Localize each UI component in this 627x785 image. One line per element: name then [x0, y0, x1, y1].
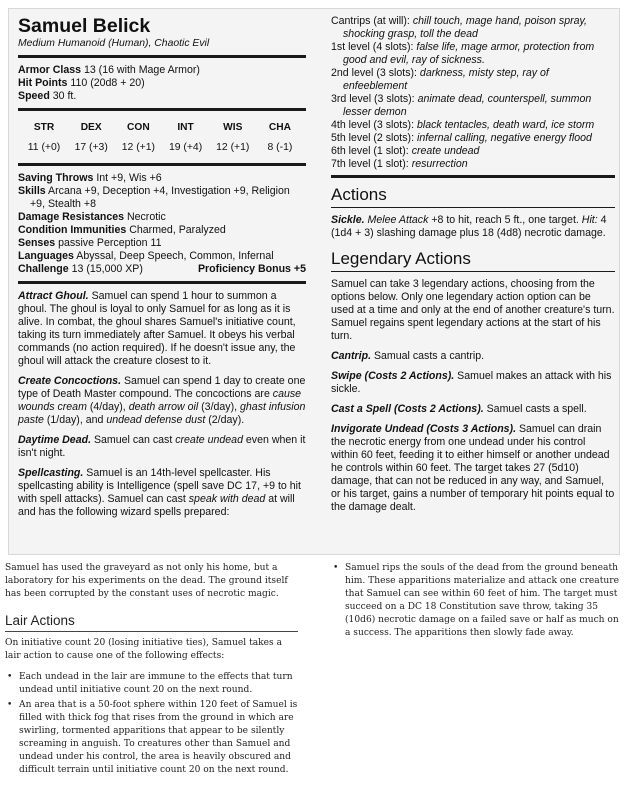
languages: Languages Abyssal, Deep Speech, Common, Infernal	[18, 250, 274, 262]
feature-spellcasting: Spellcasting. Samuel is an 14th-level spellcaster. His spellcasting ability is Intelligence (spell save DC 17, +9 to hit with spell attacks). Samuel can cast speak with dead at will and has the following wizard spells prepared:	[18, 467, 301, 518]
divider	[18, 55, 306, 58]
action-sickle: Sickle. Melee Attack +8 to hit, reach 5 ft., one target. Hit: 4 (1d4 + 3) slashing damage plus 18 (4d8) necrotic damage.	[331, 214, 607, 239]
damage-resistances: Damage Resistances Necrotic	[18, 211, 166, 223]
feature-create-concoctions: Create Concoctions. Samuel can spend 1 day to create one type of Death Master compound. The concoctions are cause wounds cream (4/day), death arrow oil (3/day), ghast infusion paste (1/day), and undead defense dust (2/day).	[18, 375, 306, 426]
lair-action-list	[331, 562, 621, 640]
divider	[18, 281, 306, 284]
section-divider	[331, 271, 615, 272]
ability-scores	[18, 113, 306, 161]
lair-action-list	[5, 671, 298, 777]
legendary-cantrip: Cantrip. Samual casts a cantrip.	[331, 350, 485, 362]
legendary-swipe: Swipe (Costs 2 Actions). Samuel makes an attack with his sickle.	[331, 370, 612, 395]
ability-dex: DEX 17 (+3)	[74, 122, 108, 153]
lair-actions-heading: Lair Actions	[5, 613, 75, 628]
list-item: • Each undead in the lair are immune to the effects that turn undead until initiative count 20 on the next round.	[5, 671, 298, 697]
ability-wis: WIS 12 (+1)	[216, 122, 250, 153]
ability-cha: CHA 8 (-1)	[267, 122, 293, 153]
legendary-intro: Samuel can take 3 legendary actions, choosing from the options below. Only one legendary action option can be used at a time and only at the end of another creature's turn. Samuel regains spent legendary actions at the start of his turn.	[331, 278, 615, 342]
list-item: • Samuel rips the souls of the dead from the ground beneath him. These apparitions materialize and attack one creature that Samuel can see within 60 feet of him. The target must succeed on a DC 18 Constitution save throw, taking 35 (10d6) necrotic damage on a failed save or half as much on a success. The apparitions then slowly fade away.	[331, 562, 621, 640]
feature-attract-ghoul: Attract Ghoul. Samuel can spend 1 hour to summon a ghoul. The ghoul is loyal to only Samuel for as long as it is alive. In combat, the ghoul shares Samuel's initiative count, taking its turn immediately after Samuel. It obeys his verbal commands (no action required). If he doesn't issue any, the ghoul will attack the creature closest to it.	[18, 290, 296, 367]
feature-daytime-dead: Daytime Dead. Samuel can cast create undead even when it isn't night.	[18, 434, 306, 459]
creature-name: Samuel Belick	[18, 15, 151, 37]
actions-heading: Actions	[331, 185, 387, 204]
senses: Senses passive Perception 11	[18, 237, 162, 249]
lair-intro: Samuel has used the graveyard as not only his home, but a laboratory for his experiments on the dead. The ground itself has been corrupted by the constant uses of necrotic magic.	[5, 563, 288, 599]
ability-int: INT 19 (+4)	[168, 122, 203, 153]
spell-row: 3rd level (3 slots): animate dead, counterspell, summon lesser demon	[331, 93, 592, 118]
ability-con: CON 12 (+1)	[121, 122, 155, 153]
spell-row: 6th level (1 slot): create undead	[331, 145, 480, 157]
divider	[331, 175, 615, 178]
legendary-cast-spell: Cast a Spell (Costs 2 Actions). Samuel casts a spell.	[331, 403, 587, 415]
legendary-actions-heading: Legendary Actions	[331, 249, 471, 268]
creature-type: Medium Humanoid (Human), Chaotic Evil	[18, 38, 210, 49]
lair-column-right	[331, 562, 621, 642]
section-divider	[331, 207, 615, 208]
ability-str: STR 11 (+0)	[27, 122, 61, 153]
speed: Speed 30 ft.	[18, 90, 77, 102]
divider	[18, 163, 306, 166]
list-item: • An area that is a 50-foot sphere within 120 feet of Samuel is filled with thick fog that rises from the ground in which are swirling, tormented apparitions that appear to be silently screaming in anguish. To creatures other than Samuel and undead under his control, the area is heavily obscured and difficult terrain until initiative count 20 on the next round.	[5, 699, 298, 777]
armor-class: Armor Class 13 (16 with Mage Armor)	[18, 64, 200, 76]
section-divider	[5, 631, 298, 632]
challenge: Challenge 13 (15,000 XP) Proficiency Bonus +5	[18, 263, 306, 275]
saving-throws: Saving Throws Int +9, Wis +6	[18, 172, 162, 184]
legendary-invigorate-undead: Invigorate Undead (Costs 3 Actions). Samuel can drain the necrotic energy from one undead under his control within 60 feet, feeding it to either himself or another undead he controls within 60 feet. The target takes 27 (5d10) damage, that can not be reduced in any way, and Samuel, or his target, gains a number of temporary hit points equal to the damage dealt.	[331, 423, 615, 513]
spell-row: 7th level (1 slot): resurrection	[331, 158, 468, 170]
hit-points: Hit Points 110 (20d8 + 20)	[18, 77, 145, 89]
lair-column-left	[5, 562, 298, 779]
stat-block	[8, 8, 620, 555]
stat-block-right-column	[331, 15, 615, 514]
spell-row: 5th level (2 slots): infernal calling, negative energy flood	[331, 132, 592, 144]
divider	[18, 108, 306, 111]
spell-row: 1st level (4 slots): false life, mage armor, protection from good and evil, ray of sickness.	[331, 41, 595, 66]
spell-row: 4th level (3 slots): black tentacles, death ward, ice storm	[331, 119, 595, 131]
lair-lead: On initiative count 20 (losing initiative ties), Samuel takes a lair action to cause one of the following effects:	[5, 638, 283, 661]
spell-row: 2nd level (3 slots): darkness, misty step, ray of enfeeblement	[331, 67, 549, 92]
condition-immunities: Condition Immunities Charmed, Paralyzed	[18, 224, 226, 236]
skills: Skills Arcana +9, Deception +4, Investigation +9, Religion +9, Stealth +8	[18, 185, 290, 210]
stat-block-left-column	[18, 15, 306, 519]
spell-row: Cantrips (at will): chill touch, mage hand, poison spray, shocking grasp, toll the dead	[331, 15, 587, 40]
spell-list	[331, 15, 615, 171]
